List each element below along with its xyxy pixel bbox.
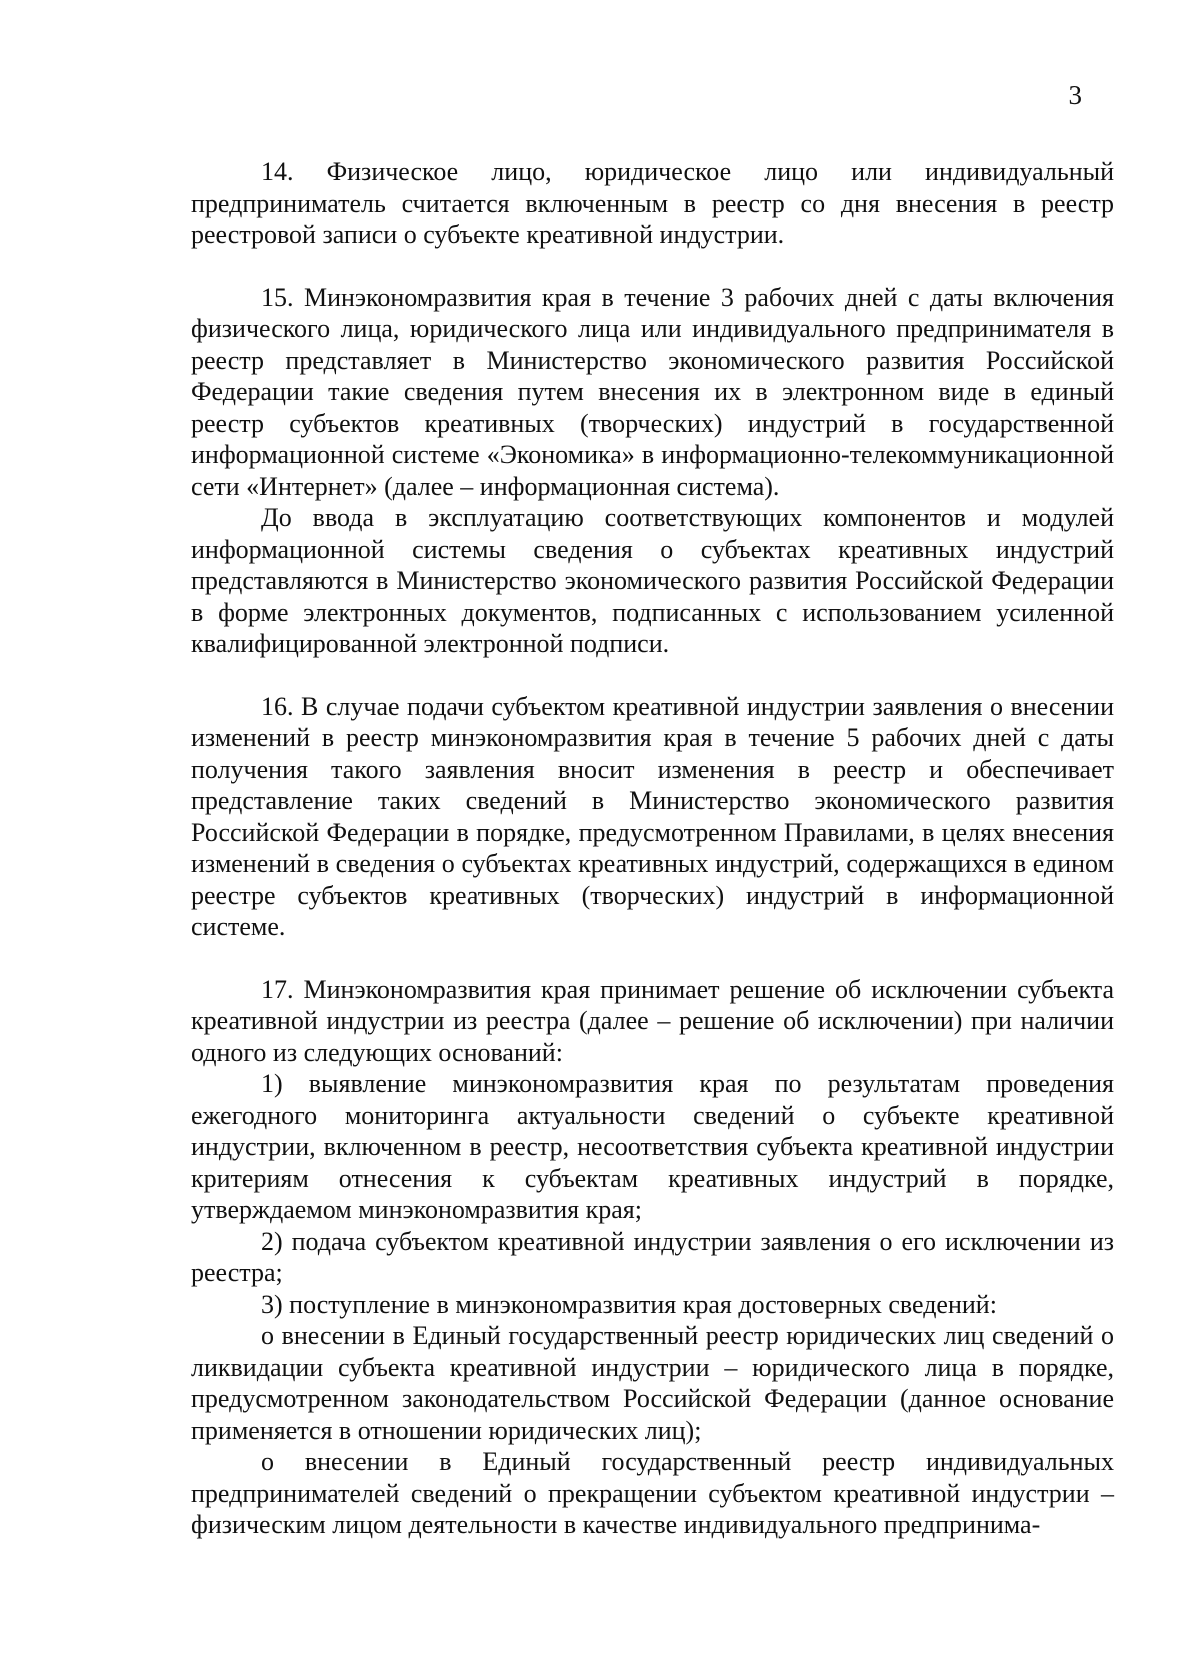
paragraph-15: 15. Минэкономразвития края в течение 3 рабочих дней с даты включения физического лица, юридического лица или индивидуального предпринимателя в реестр представляет в Министерство экономического развития Российской Федерации такие сведения путем внесения их в электронном виде в единый реестр субъектов креативных (творческих) индустрий в государственной информационной системе «Экономика» в информационно-телекоммуникационной сети «Интернет» (далее – информационная система). [191, 282, 1114, 501]
page-number: 3 [1068, 80, 1082, 110]
list-item-3: 3) поступление в минэкономразвития края достоверных сведений: [261, 1289, 997, 1319]
list-item-1: 1) выявление минэкономразвития края по результатам проведения ежегодного мониторинга актуальности сведений о субъекте креативной индустрии, включенном в реестр, несоответствия субъекта креативной индустрии критериям отнесения к субъектам креативных индустрий в порядке, утверждаемом минэкономразвития края; [191, 1069, 1114, 1224]
list-item-3-subitem-entrepreneurs: о внесении в Единый государственный реестр индивидуальных предпринимателей сведений о прекращении субъектом креативной индустрии – физическим лицом деятельности в качестве индивидуального предпринима- [191, 1447, 1114, 1539]
paragraph-16: 16. В случае подачи субъектом креативной индустрии заявления о внесении изменений в реестр минэкономразвития края в течение 5 рабочих дней с даты получения такого заявления вносит изменения в реестр и обеспечивает представление таких сведений в Министерство экономического развития Российской Федерации в порядке, предусмотренном Правилами, в целях внесения изменений в сведения о субъектах креативных индустрий, содержащихся в едином реестре субъектов креативных (творческих) индустрий в информационной системе. [191, 691, 1114, 941]
list-item-3-subitem-legal-entities: о внесении в Единый государственный реестр юридических лиц сведений о ликвидации субъекта креативной индустрии – юридического лица в порядке, предусмотренном законодательством Российской Федерации (данное основание применяется в отношении юридических лиц); [191, 1321, 1114, 1445]
list-item-2: 2) подача субъектом креативной индустрии заявления о его исключении из реестра; [191, 1226, 1114, 1287]
paragraph-14: 14. Физическое лицо, юридическое лицо или индивидуальный предприниматель считается включенным в реестр со дня внесения в реестр реестровой записи о субъекте креативной индустрии. [191, 157, 1114, 249]
document-body [191, 156, 1114, 1541]
paragraph-17: 17. Минэкономразвития края принимает решение об исключении субъекта креативной индустрии из реестра (далее – решение об исключении) при наличии одного из следующих оснований: [191, 974, 1114, 1067]
paragraph-15-continuation: До ввода в эксплуатацию соответствующих компонентов и модулей информационной системы сведения о субъектах креативных индустрий представляются в Министерство экономического развития Российской Федерации в форме электронных документов, подписанных с использованием усиленной квалифицированной электронной подписи. [191, 503, 1114, 658]
